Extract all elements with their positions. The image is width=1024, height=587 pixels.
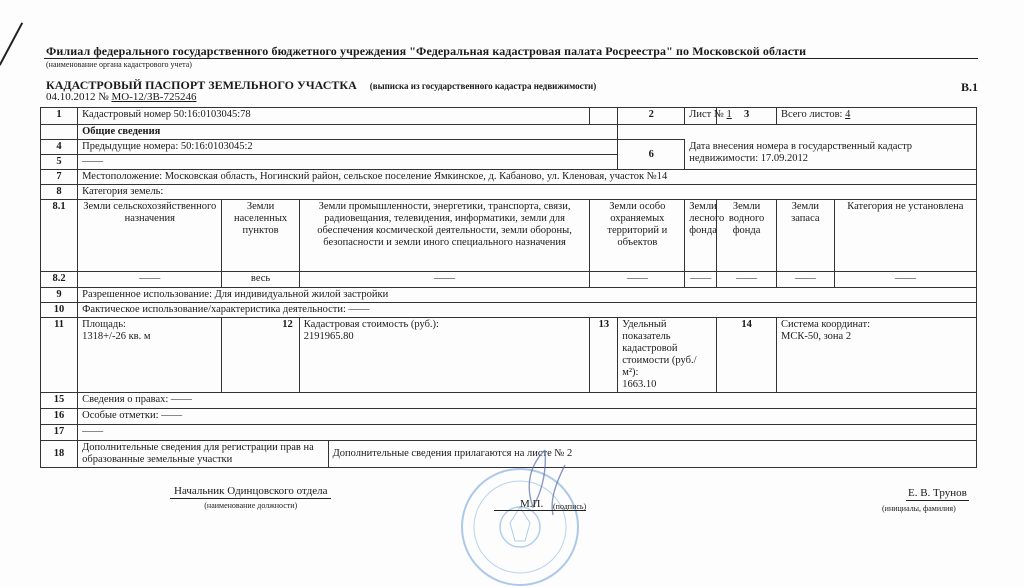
divider (44, 58, 978, 59)
category-name: Земли запаса (776, 200, 834, 272)
cadastral-value (299, 318, 590, 393)
name-caption: (инициалы, фамилия) (882, 504, 956, 513)
signature-caption: (подпись) (553, 502, 587, 511)
cadastral-table (40, 107, 977, 468)
row-number: 9 (41, 288, 78, 303)
specific-value (618, 318, 717, 393)
organization-name: Филиал федерального государственного бюджетного учреждения "Федеральная кадастровая палата Росреестра" по Московской области (46, 44, 807, 58)
permitted-use: Разрешенное использование: Для индивидуальной жилой застройки (78, 288, 977, 303)
row-number: 8.2 (41, 272, 78, 288)
category-name: Земли населенных пунктов (222, 200, 299, 272)
name-text: Е. В. Трунов (908, 487, 967, 499)
area (78, 318, 222, 393)
specific-value-label: Удельный показатель кадастровой стоимости (руб./м²): (622, 319, 697, 378)
row-number: 13 (590, 318, 618, 393)
row-number: 17 (41, 425, 78, 441)
total-sheets (776, 108, 976, 125)
additional-info-label: Дополнительные сведения для регистрации прав на образованные земельные участки (78, 441, 328, 468)
category-value: весь (222, 272, 299, 288)
location: Местоположение: Московская область, Ногинский район, сельское поселение Ямкинское, д. Кабаново, ул. Кленовая, участок №14 (78, 170, 977, 185)
row-number: 14 (717, 318, 777, 393)
row-5-value: —— (78, 155, 618, 170)
category-name: Земли сельскохозяйственного назначения (78, 200, 222, 272)
row-number: 11 (41, 318, 78, 393)
seal-mark: М.П. (520, 498, 544, 510)
category-name: Категория не установлена (834, 200, 976, 272)
row-number: 8 (41, 185, 78, 200)
category-name: Земли промышленности, энергетики, транспорта, связи, радиовещания, телевидения, информатики, земли для обеспечения космической деятельности, земли обороны, безопасности и земли иного специального назначения (299, 200, 590, 272)
land-category: Категория земель: (78, 185, 977, 200)
rights-info: Сведения о правах: —— (78, 393, 977, 409)
coordinate-label: Система координат: (780, 319, 871, 330)
document-number: МО-12/ЗВ-725246 (111, 91, 197, 103)
cadastral-value-amount: 2191965.80 (303, 331, 354, 342)
signatory-name (906, 487, 969, 501)
row-number: 7 (41, 170, 78, 185)
form-code: В.1 (960, 80, 978, 94)
additional-info-value: Дополнительные сведения прилагаются на листе № 2 (328, 441, 976, 468)
document-number-line (46, 91, 196, 103)
category-value: —— (717, 272, 777, 288)
row-number: 10 (41, 303, 78, 318)
table-row (41, 108, 977, 125)
row-number: 12 (222, 318, 299, 393)
registration-date: Дата внесения номера в государственный кадастр недвижимости: 17.09.2012 (685, 140, 977, 170)
row-number: 2 (618, 108, 685, 125)
row-number: 1 (41, 108, 78, 125)
area-label: Площадь: (82, 319, 126, 330)
total-label: Всего листов: (780, 109, 843, 120)
row-17-value: —— (78, 425, 977, 441)
row-number: 16 (41, 409, 78, 425)
general-info-heading: Общие сведения (78, 125, 618, 140)
category-value: —— (299, 272, 590, 288)
category-value: —— (590, 272, 685, 288)
row-number: 6 (618, 140, 685, 170)
coordinate-value: МСК-50, зона 2 (780, 331, 852, 342)
cadastral-value-label: Кадастровая стоимость (руб.): (303, 319, 439, 330)
cadastral-number: Кадастровый номер 50:16:0103045:78 (78, 108, 590, 125)
category-name: Земли водного фонда (717, 200, 777, 272)
row-number: 8.1 (41, 200, 78, 272)
category-value: —— (776, 272, 834, 288)
signatory-position (170, 485, 331, 510)
sheet-label: Лист № (689, 109, 724, 120)
category-name: Земли лесного фонда (685, 200, 717, 272)
special-marks: Особые отметки: —— (78, 409, 977, 425)
actual-use: Фактическое использование/характеристика деятельности: —— (78, 303, 977, 318)
category-value: —— (78, 272, 222, 288)
document-date: 04.10.2012 № (46, 91, 109, 103)
category-value: —— (685, 272, 717, 288)
title-text: КАДАСТРОВЫЙ ПАСПОРТ ЗЕМЕЛЬНОГО УЧАСТКА (46, 78, 357, 92)
pen-mark (0, 22, 23, 65)
area-value: 1318+/-26 кв. м (82, 331, 151, 342)
category-name: Земли особо охраняемых территорий и объектов (590, 200, 685, 272)
row-number: 15 (41, 393, 78, 409)
coordinate-system (776, 318, 976, 393)
previous-numbers: Предыдущие номера: 50:16:0103045:2 (78, 140, 618, 155)
position-caption: (наименование должности) (204, 501, 298, 510)
specific-value-amount: 1663.10 (622, 379, 657, 390)
position-text: Начальник Одинцовского отдела (170, 485, 331, 499)
title-subtitle: (выписка из государственного кадастра недвижимости) (369, 81, 597, 91)
total-value: 4 (845, 109, 851, 120)
row-number: 5 (41, 155, 78, 170)
row-number: 3 (717, 108, 777, 125)
organization-caption: (наименование органа кадастрового учета) (46, 60, 192, 69)
row-number: 4 (41, 140, 78, 155)
sheet-number (685, 108, 732, 125)
row-number: 18 (41, 441, 78, 468)
category-value: —— (834, 272, 976, 288)
sheet-value: 1 (726, 109, 732, 120)
official-stamp (435, 445, 605, 585)
